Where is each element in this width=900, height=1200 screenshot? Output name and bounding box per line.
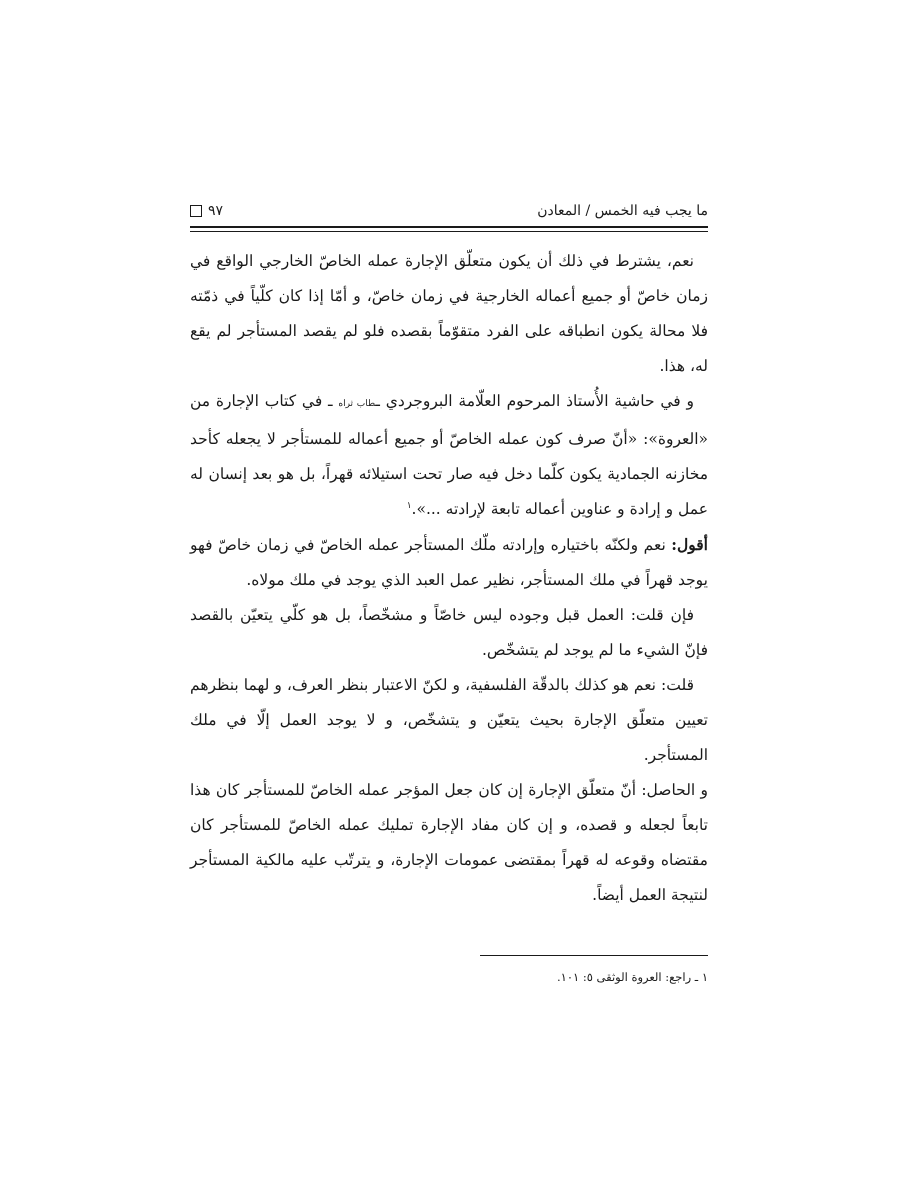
header-rule-thin [190,231,708,232]
running-header [190,198,708,224]
paragraph-3-lead: أقول: [671,535,708,554]
paragraph-3-text: نعم ولكنّه باختياره وإرادته ملّك المستأجر عمله الخاصّ في زمان خاصّ فهو يوجد قهراً في ملك المستأجر، نظير عمل العبد الذي يوجد في ملك مولاه. [190,536,708,589]
paragraph-2-part-2: ـ في كتاب الإجارة من «العروة»: «أنّ صرف كون عمله الخاصّ أو جميع أعماله للمستأجر لا يجعله كأحد مخازنه الجمادية يكون كلّما دخل فيه صار تحت استيلائه قهراً، بل هو بعد إنسان له عمل و إرادة و عناوين أعماله تابعة لإرادته ...». [190,392,708,518]
paragraph-3 [190,527,708,598]
footnote-marker: ١ [406,500,412,511]
paragraph-2 [190,384,708,527]
honorific-small: طاب ثراه [338,399,376,409]
page-number: ٩٧ [208,203,224,219]
paragraph-1: نعم، يشترط في ذلك أن يكون متعلّق الإجارة عمله الخاصّ الخارجي الواقع في زمان خاصّ أو جميع أعماله الخارجية في زمان خاصّ، و أمّا إذا كان كلّياً في ذمّته فلا محالة يكون انطباقه على الفرد متقوّماً بقصده فلو لم يقصد المستأجر لم يقع له، هذا. [190,252,708,375]
paragraph-5: قلت: نعم هو كذلك بالدقّة الفلسفية، و لكنّ الاعتبار بنظر العرف، و لهما بنظرهم تعيين متعلّق الإجارة بحيث يتعيّن و يتشخّص، و لا يوجد العمل إلّا في ملك المستأجر. [190,676,708,764]
paragraph-2-part-1: و في حاشية الأُستاذ المرحوم العلّامة البروجردي ـ [375,392,694,410]
page-number-group [190,203,223,219]
paragraph-4: فإن قلت: العمل قبل وجوده ليس خاصّاً و مشخّصاً، بل هو كلّي يتعيّن بالقصد فإنّ الشيء ما لم يوجد لم يتشخّص. [190,606,708,659]
header-rule-thick [190,226,708,228]
footnote-separator [480,955,708,956]
chapter-title: ما يجب فيه الخمس / المعادن [537,203,708,219]
square-outline-icon [190,205,202,217]
paragraph-6: و الحاصل: أنّ متعلّق الإجارة إن كان جعل المؤجر عمله الخاصّ للمستأجر كان هذا تابعاً لجعله و قصده، و إن كان مفاد الإجارة تمليك عمله الخاصّ للمستأجر كان مقتضاه وقوعه له قهراً بمقتضى عمومات الإجارة، و يترتّب عليه مالكية المستأجر لنتيجة العمل أيضاً. [190,781,708,904]
footnote: ١ ـ راجع: العروة الوثقى ٥: ١٠١. [556,970,708,984]
body-text [190,244,708,913]
